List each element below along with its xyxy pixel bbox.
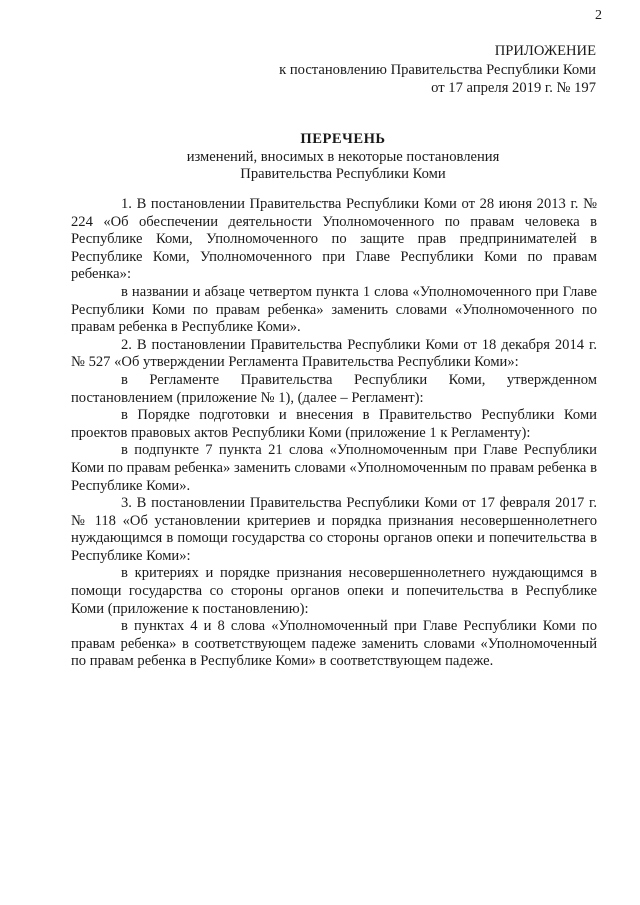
document-heading: [48, 131, 638, 184]
paragraph-7: 3. В постановлении Правительства Республики Коми от 17 февраля 2017 г. № 118 «Об установлении критериев и порядка признания несовершеннолетнего нуждающимся в помощи государства со стороны органов опеки и попечительства в Республике Коми»:: [71, 495, 597, 564]
page-number: 2: [595, 8, 602, 23]
paragraph-2: в названии и абзаце четвертом пункта 1 слова «Уполномоченного при Главе Республики Коми по правам ребенка» заменить словами «Уполномоченного по правам ребенка в Республике Коми».: [71, 283, 597, 336]
paragraph-4: в Регламенте Правительства Республики Коми, утвержденном постановлением (приложение № 1), (далее – Регламент):: [71, 371, 597, 406]
paragraph-8: в критериях и порядке признания несовершеннолетнего нуждающимся в помощи государства со стороны органов опеки и попечительства в Республике Коми (приложение к постановлению):: [71, 565, 597, 617]
paragraph-6: в подпункте 7 пункта 21 слова «Уполномоченным при Главе Республики Коми по правам ребенка» заменить словами «Уполномоченным по правам ребенка в Республике Коми».: [71, 442, 597, 494]
appendix-line-3: от 17 апреля 2019 г. № 197: [431, 80, 596, 96]
document-body: [71, 196, 597, 671]
appendix-block: [279, 42, 596, 98]
appendix-label: ПРИЛОЖЕНИЕ: [494, 43, 596, 59]
paragraph-5: в Порядке подготовки и внесения в Правительство Республики Коми проектов правовых актов Республики Коми (приложение 1 к Регламенту):: [71, 407, 597, 441]
document-subtitle-line-1: изменений, вносимых в некоторые постановления: [186, 148, 500, 165]
paragraph-9: в пунктах 4 и 8 слова «Уполномоченный при Главе Республики Коми по правам ребенка» в соответствующем падеже заменить словами «Уполномоченный по правам ребенка в Республике Коми» в соответствующем падеже.: [71, 618, 597, 670]
paragraph-1: 1. В постановлении Правительства Республики Коми от 28 июня 2013 г. № 224 «Об обеспечении деятельности Уполномоченного по правам человека в Республике Коми, Уполномоченного по защите прав предпринимателей в Республике Коми, Уполномоченного при Главе Республики Коми по правам ребенка»:: [71, 196, 597, 283]
document-title: ПЕРЕЧЕНЬ: [300, 131, 386, 147]
appendix-line-2: к постановлению Правительства Республики Коми: [279, 61, 596, 78]
document-subtitle-line-2: Правительства Республики Коми: [240, 166, 446, 182]
paragraph-3: 2. В постановлении Правительства Республики Коми от 18 декабря 2014 г. № 527 «Об утверждении Регламента Правительства Республики Коми»:: [71, 336, 597, 371]
